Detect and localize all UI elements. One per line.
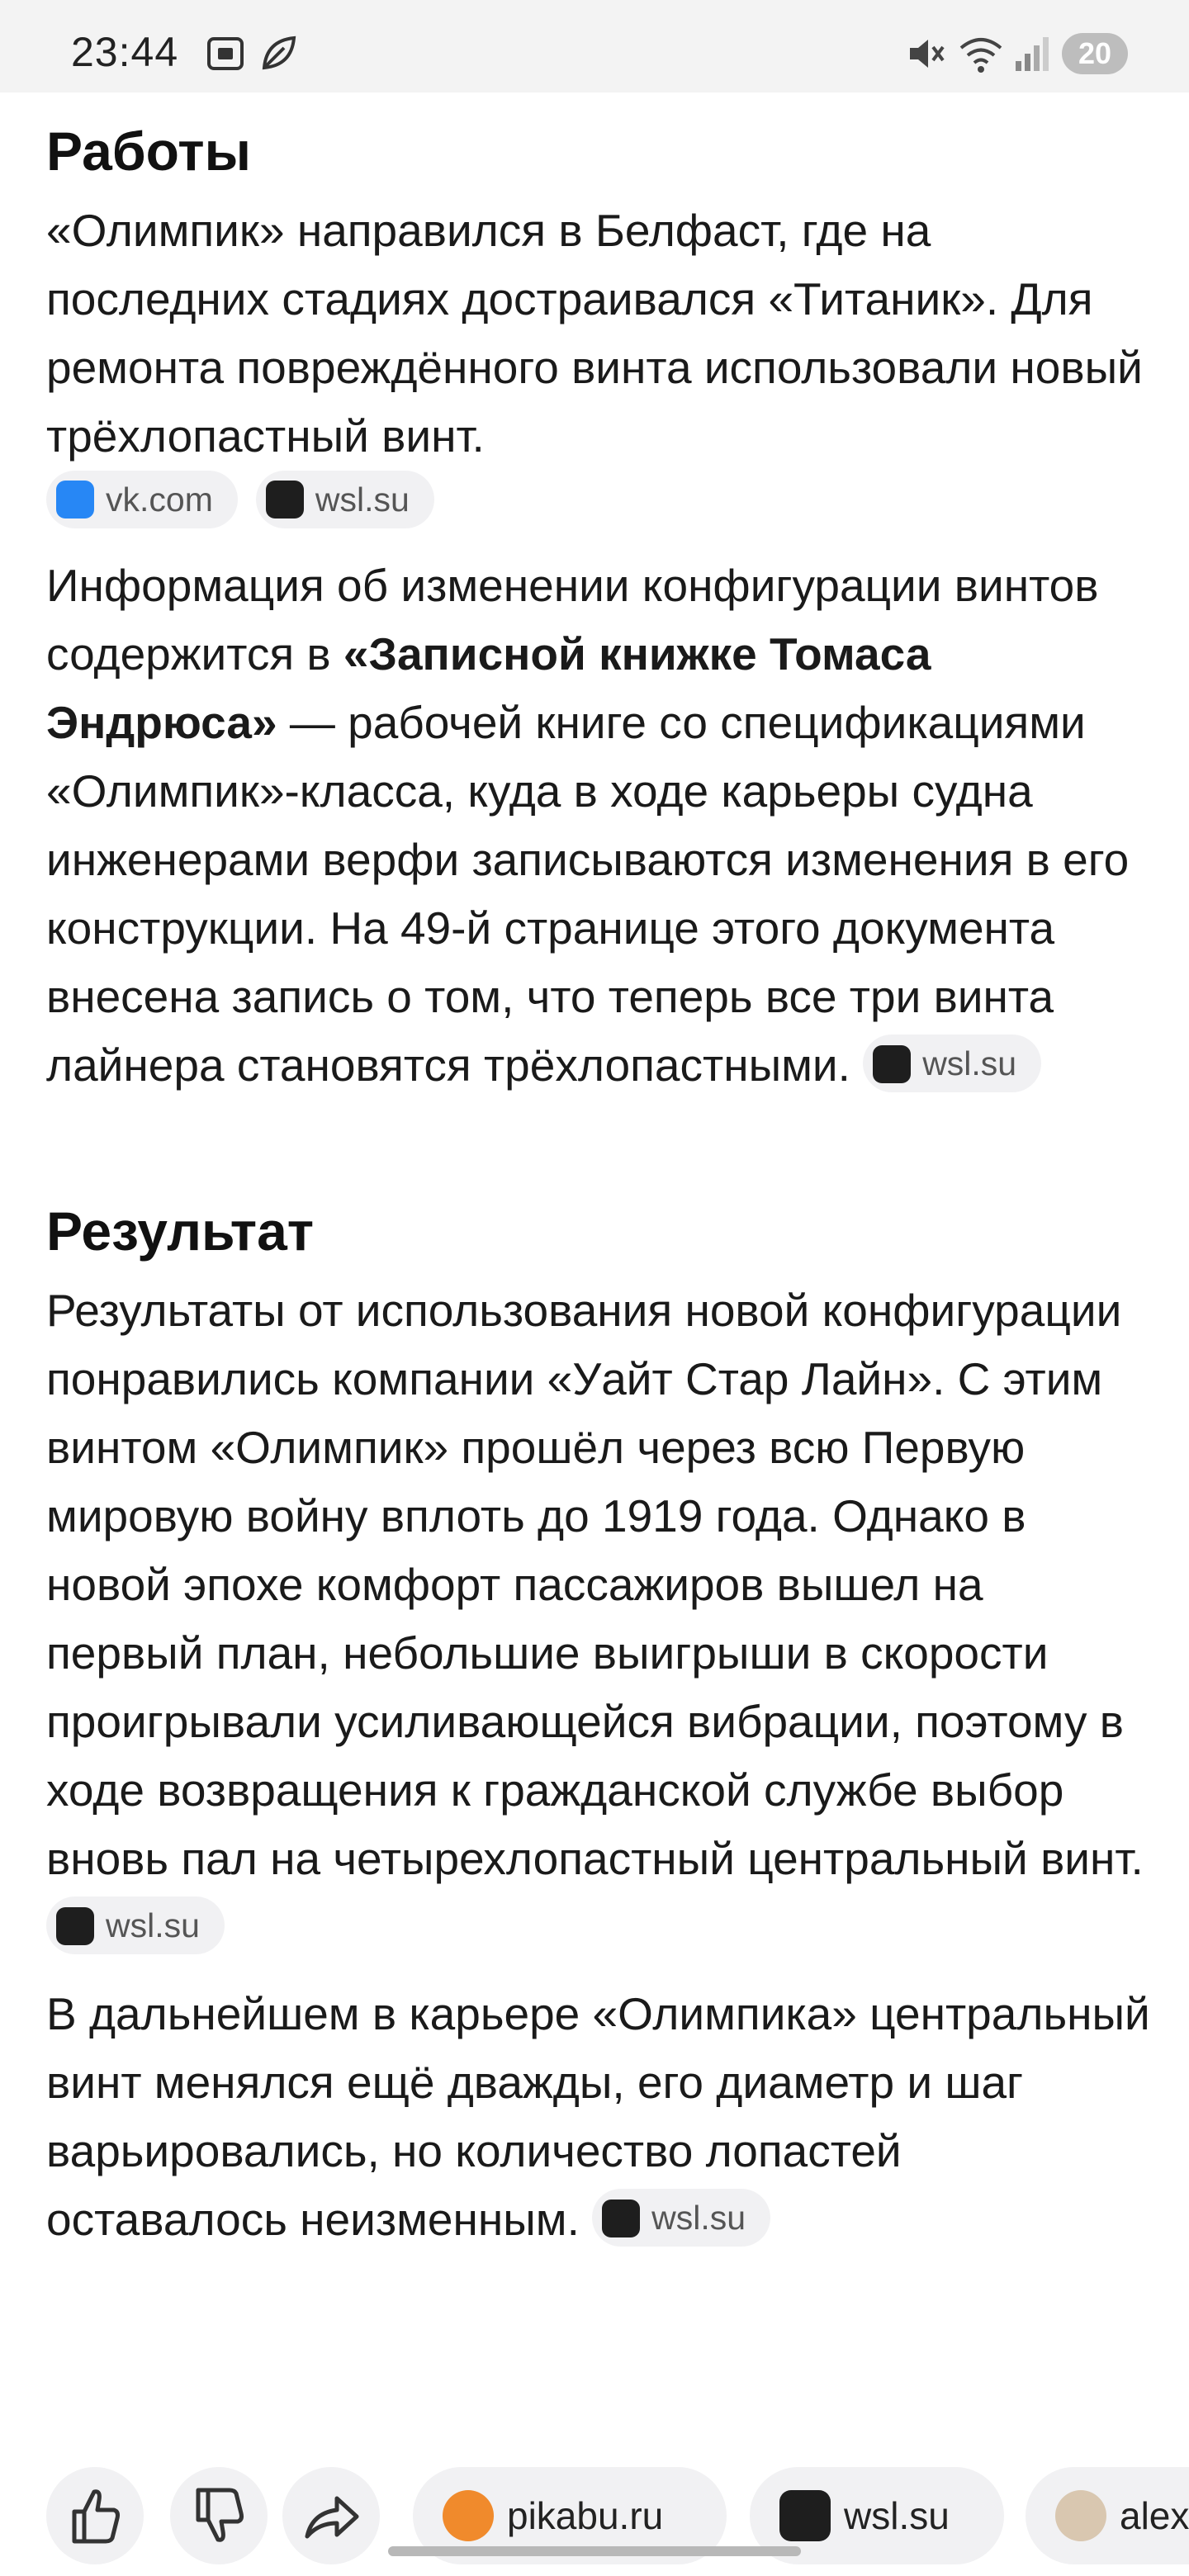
status-bar [0,0,1189,92]
source-chip-label: wsl.su [315,481,410,519]
works-p2-before: Информация об изменении конфигурации винтов содержится в [46,560,1099,680]
source-chip-wsl[interactable] [592,2189,770,2247]
works-paragraph-1 [46,197,1153,471]
mute-icon [905,33,946,74]
source-pill-alex[interactable] [1026,2467,1189,2564]
home-indicator[interactable] [388,2546,801,2556]
like-icon [46,2467,144,2564]
source-chip-wsl[interactable] [46,1896,225,1954]
ship-icon [56,1907,94,1945]
source-pill-label: pikabu.ru [507,2494,664,2537]
signal-icon [1014,33,1050,74]
source-pill-label: wsl.su [844,2494,950,2537]
source-chip-label: wsl.su [922,1044,1017,1083]
section-heading-result: Результат [46,1200,315,1262]
article-content [46,106,1153,2254]
works-paragraph-2 [46,552,1153,1100]
dislike-button[interactable] [170,2467,268,2564]
ship-icon [779,2490,831,2541]
ship-icon [266,481,304,519]
works-p2-after: — рабочей книге со спецификациями «Олимпик»-класса, куда в ходе карьеры судна инженерами верфи записываются изменения в его конструкции. На 49-й странице этого документа внесена запись о том, что теперь все три винта лайнера становятся трёхлопастными. [46,697,1130,1091]
notebook-title-bold: «Записной книжке Томаса Эндрюса» [46,628,931,748]
result-p2-text: В дальнейшем в карьере «Олимпика» центральный винт менялся ещё дважды, его диаметр и шаг варьировались, но количество лопастей оставалось неизменным. [46,1988,1150,2245]
source-chip-label: wsl.su [106,1906,200,1945]
leaf-icon [258,33,299,74]
source-chip-wsl[interactable] [256,471,434,528]
source-chip-label: wsl.su [651,2199,746,2237]
screenshot-icon [205,33,246,74]
status-time: 23:44 [71,29,179,75]
like-button[interactable] [46,2467,144,2564]
vk-icon [56,481,94,519]
source-chip-label: vk.com [106,481,213,519]
source-pill-label: alex [1120,2494,1189,2537]
ship-icon [602,2200,640,2237]
source-chip-vk[interactable] [46,471,238,528]
ship-icon [873,1045,911,1083]
share-button[interactable] [282,2467,380,2564]
result-paragraph-1 [46,1276,1153,1962]
wifi-icon [958,33,1004,74]
avatar-icon [1055,2490,1106,2541]
source-chip-wsl[interactable] [863,1035,1041,1092]
dislike-icon [170,2467,268,2564]
section-heading-works: Работы [46,121,251,182]
works-paragraph-1-text: «Олимпик» направился в Белфаст, где на последних стадиях достраивался «Титаник». Для ремонта повреждённого винта использовали новый трёхлопастный винт. [46,205,1143,462]
result-paragraph-2 [46,1980,1153,2254]
result-p1-text: Результаты от использования новой конфигурации понравились компании «Уайт Стар Лайн». С этим винтом «Олимпик» прошёл через всю Первую мировую войну вплоть до 1919 года. Однако в новой эпохе комфорт пассажиров вышел на первый план, небольшие выигрыши в скорости проигрывали усиливающейся вибрации, поэтому в ходе возвращения к гражданской службе выбор вновь пал на четырехлопастный центральный винт. [46,1285,1144,1884]
works-p1-sources [46,476,1153,533]
bottom-action-bar [0,2457,1189,2576]
pikabu-icon [443,2490,494,2541]
share-icon [282,2467,380,2564]
battery-indicator: 20 [1062,33,1128,74]
